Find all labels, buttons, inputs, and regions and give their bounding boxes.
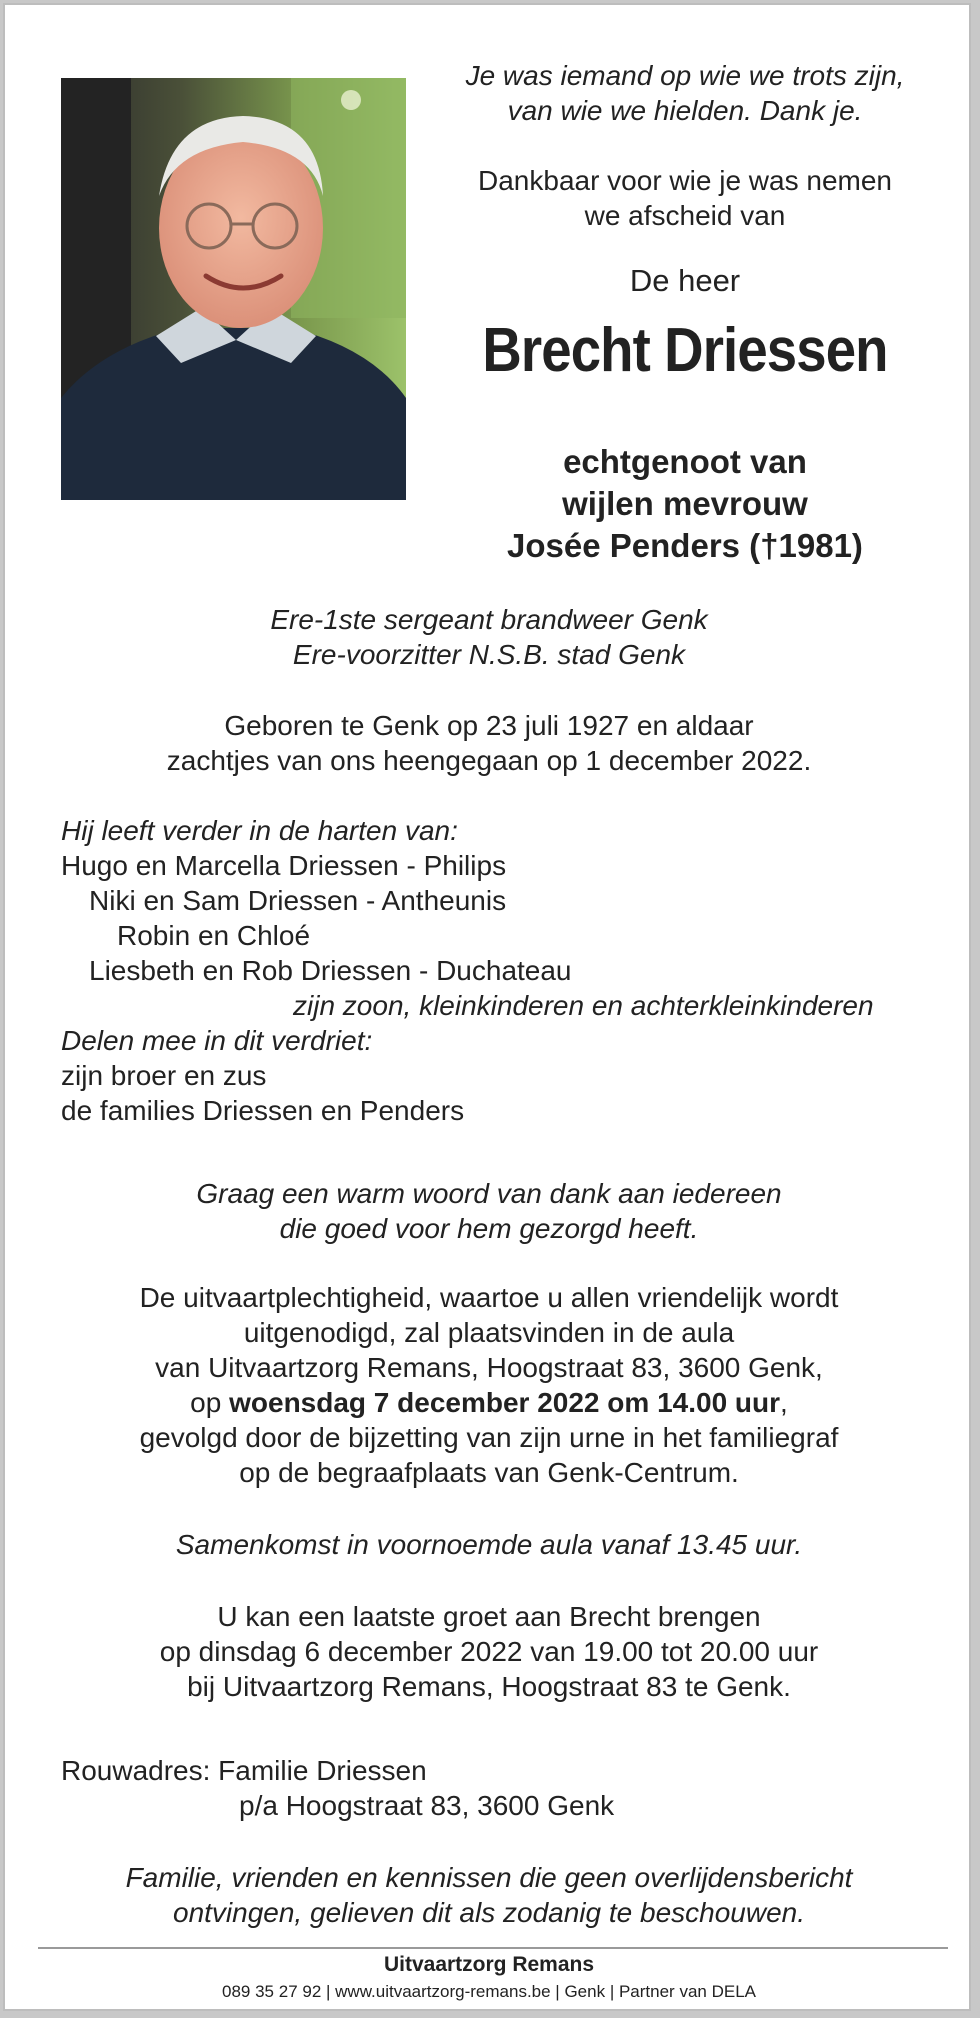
ceremony-line: van Uitvaartzorg Remans, Hoogstraat 83, 3600 Genk, xyxy=(155,1352,823,1383)
ceremony-suffix: , xyxy=(780,1387,788,1418)
ceremony-prefix: op xyxy=(190,1387,230,1418)
ceremony-line: op de begraafplaats van Genk-Centrum. xyxy=(239,1457,739,1488)
honorary-titles xyxy=(5,602,971,672)
family-member: Robin en Chloé xyxy=(117,920,311,951)
title-line: Ere-1ste sergeant brandweer Genk xyxy=(270,604,708,635)
birth-death-info xyxy=(5,708,971,778)
footer-company: Uitvaartzorg Remans xyxy=(383,1953,595,1976)
footer-separator: | xyxy=(321,1982,336,2001)
footer-phone[interactable]: 089 35 27 92 xyxy=(222,1982,322,2001)
footer-city: Genk xyxy=(564,1982,606,2001)
quote-line: van wie we hielden. Dank je. xyxy=(507,95,863,126)
share-heading: Delen mee in dit verdriet: xyxy=(61,1025,373,1056)
thanks-text xyxy=(5,1176,971,1246)
intro-line: we afscheid van xyxy=(584,200,786,231)
footer-contact xyxy=(5,1981,971,2003)
spouse-line: wijlen mevrouw xyxy=(562,485,808,522)
address-line: p/a Hoogstraat 83, 3600 Genk xyxy=(239,1790,615,1821)
family-member: Hugo en Marcella Driessen - Philips xyxy=(61,850,507,881)
thanks-line: Graag een warm woord van dank aan iedereen xyxy=(196,1178,782,1209)
farewell-line: bij Uitvaartzorg Remans, Hoogstraat 83 te Genk. xyxy=(187,1671,791,1702)
birth-line: zachtjes van ons heengegaan op 1 december 2022. xyxy=(166,745,812,776)
footer-partner: Partner van DELA xyxy=(618,1982,756,2001)
share-line: de families Driessen en Penders xyxy=(61,1095,465,1126)
farewell-line: U kan een laatste groet aan Brecht brengen xyxy=(217,1601,761,1632)
honorific: De heer xyxy=(629,263,741,298)
gathering-info: Samenkomst in voornoemde aula vanaf 13.45 uur. xyxy=(175,1529,803,1560)
ceremony-line: De uitvaartplechtigheid, waartoe u allen vriendelijk wordt xyxy=(139,1282,839,1313)
share-line: zijn broer en zus xyxy=(61,1060,267,1091)
farewell-info xyxy=(5,1599,971,1704)
notice-text xyxy=(5,1860,971,1930)
spouse-line: echtgenoot van xyxy=(563,443,807,480)
ceremony-line: uitgenodigd, zal plaatsvinden in de aula xyxy=(243,1317,735,1348)
family-section xyxy=(61,813,941,1128)
deceased-name: Brecht Driessen xyxy=(482,316,888,385)
farewell-line: op dinsdag 6 december 2022 van 19.00 tot 20.00 uur xyxy=(159,1636,819,1667)
family-relation: zijn zoon, kleinkinderen en achterkleinkinderen xyxy=(293,990,874,1021)
ceremony-line: gevolgd door de bijzetting van zijn urne in het familiegraf xyxy=(139,1422,839,1453)
mourning-address xyxy=(61,1753,761,1823)
family-member: Niki en Sam Driessen - Antheunis xyxy=(89,885,507,916)
address-line: Rouwadres: Familie Driessen xyxy=(61,1755,427,1786)
notice-line: Familie, vrienden en kennissen die geen overlijdensbericht xyxy=(125,1862,853,1893)
spouse-info xyxy=(425,441,945,567)
title-line: Ere-voorzitter N.S.B. stad Genk xyxy=(292,639,686,670)
portrait-image xyxy=(61,78,406,500)
portrait-photo xyxy=(61,78,406,500)
ceremony-info xyxy=(5,1280,971,1490)
footer-website-link[interactable]: www.uitvaartzorg-remans.be xyxy=(335,1982,551,2001)
opening-quote xyxy=(425,58,945,128)
intro-text xyxy=(425,163,945,233)
footer-separator: | xyxy=(605,1982,619,2001)
intro-line: Dankbaar voor wie je was nemen xyxy=(478,165,892,196)
family-member: Liesbeth en Rob Driessen - Duchateau xyxy=(89,955,572,986)
footer-separator: | xyxy=(550,1982,565,2001)
quote-line: Je was iemand op wie we trots zijn, xyxy=(465,60,905,91)
spouse-line: Josée Penders (†1981) xyxy=(507,527,863,564)
notice-line: ontvingen, gelieven dit als zodanig te beschouwen. xyxy=(173,1897,805,1928)
thanks-line: die goed voor hem gezorgd heeft. xyxy=(279,1213,699,1244)
footer-divider xyxy=(38,1947,948,1949)
ceremony-date-line xyxy=(5,1385,971,1420)
ceremony-date: woensdag 7 december 2022 om 14.00 uur xyxy=(229,1387,781,1418)
obituary-card xyxy=(3,3,971,2011)
birth-line: Geboren te Genk op 23 juli 1927 en aldaar xyxy=(224,710,754,741)
family-heading: Hij leeft verder in de harten van: xyxy=(61,815,458,846)
